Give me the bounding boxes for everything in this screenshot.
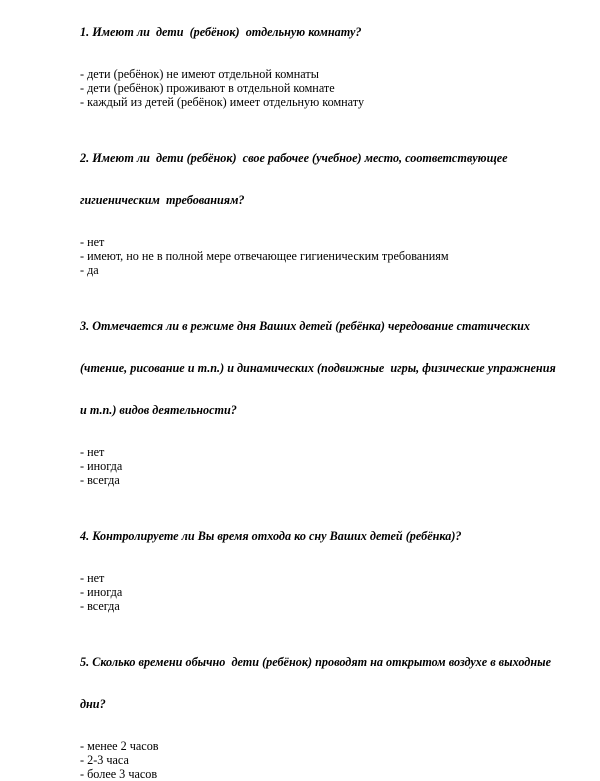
answer-option: - более 3 часов [80,767,158,781]
answer-option: - менее 2 часов [80,739,159,753]
answer-option: - всегда [80,473,120,487]
answer-list [80,235,590,277]
question-1 [80,0,590,109]
answer-option: - имеют, но не в полной мере отвечающее гигиеническим требованиям [80,249,449,263]
question-title [80,291,590,445]
answer-option: - иногда [80,585,123,599]
answer-option: - 2-3 часа [80,753,129,767]
answer-option: - дети (ребёнок) проживают в отдельной комнате [80,81,335,95]
answer-option: - да [80,263,99,277]
question-title-line: гигиеническим требованиям? [80,193,245,207]
spacer [80,277,590,291]
answer-option: - дети (ребёнок) не имеют отдельной комнаты [80,67,319,81]
question-title-line: 3. Отмечается ли в режиме дня Ваших детей (ребёнка) чередование статических [80,319,530,333]
answer-list [80,571,590,613]
answer-option: - нет [80,571,105,585]
question-title [80,627,590,739]
question-title-line: дни? [80,697,106,711]
question-4 [80,501,590,613]
question-title [80,501,590,571]
question-2 [80,123,590,277]
question-title [80,0,590,67]
answer-option: - всегда [80,599,120,613]
answer-option: - каждый из детей (ребёнок) имеет отдельную комнату [80,95,365,109]
answer-list [80,67,590,109]
question-title-line: и т.п.) видов деятельности? [80,403,237,417]
answer-option: - нет [80,445,105,459]
question-title-line: 5. Сколько времени обычно дети (ребёнок) проводят на открытом воздухе в выходные [80,655,551,669]
question-title-line: 4. Контролируете ли Вы время отхода ко сну Ваших детей (ребёнка)? [80,529,462,543]
question-title-line: 2. Имеют ли дети (ребёнок) свое рабочее (учебное) место, соответствующее [80,151,508,165]
answer-list [80,445,590,487]
question-3 [80,291,590,487]
question-5 [80,627,590,781]
spacer [80,613,590,627]
spacer [80,109,590,123]
spacer [80,487,590,501]
answer-list [80,739,590,781]
question-title-line: (чтение, рисование и т.п.) и динамических (подвижные игры, физические упражнения [80,361,556,375]
answer-option: - иногда [80,459,123,473]
question-title-line: 1. Имеют ли дети (ребёнок) отдельную комнату? [80,25,362,39]
answer-option: - нет [80,235,105,249]
questionnaire-page [80,0,590,781]
question-title [80,123,590,235]
